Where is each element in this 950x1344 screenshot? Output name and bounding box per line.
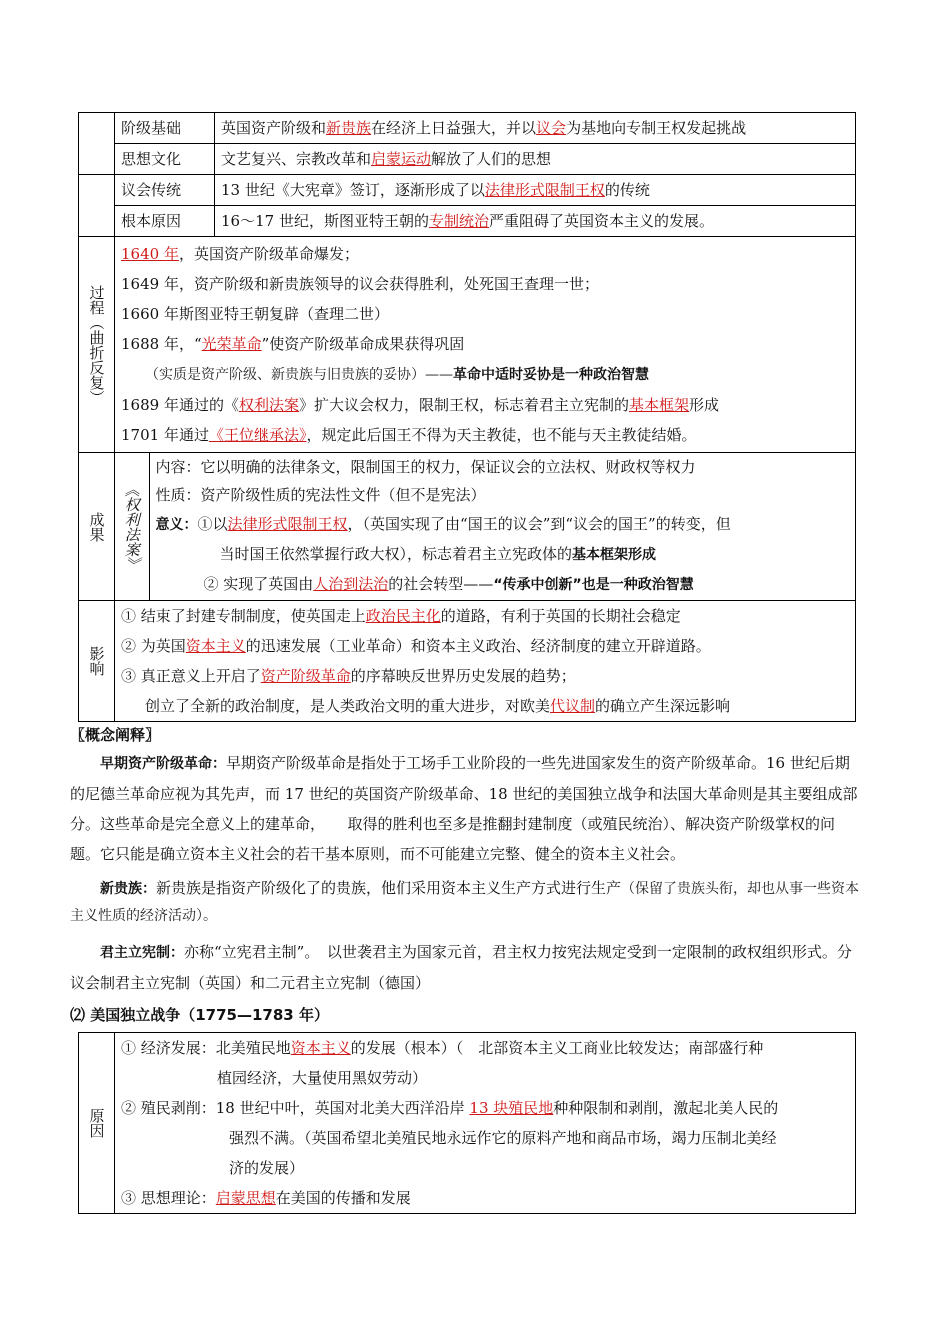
empty-cell (79, 113, 115, 175)
result-side-label: 成果 (79, 453, 115, 601)
usa-cause-content: ① 经济发展：北美殖民地资本主义的发展（根本）（ 北部资本主义工商业比较发达；南部盛行种 植园经济，大量使用黑奴劳动） ② 殖民剥削：18 世纪中叶，英国对北美大西洋沿岸 13 块殖民地种种限制和剥削，激起北美人民的 强烈不满。（英国希望北美殖民地永远作它的原料产地和商品市场，竭力压制北美经 济的发展） ③ 思想理论：启蒙思想在美国的传播和发展 (115, 1033, 856, 1214)
process-side-label: 过程（曲折反复） (79, 237, 115, 453)
influence-side-label: 影响 (79, 601, 115, 722)
influence-content: ① 结束了封建专制制度，使英国走上政治民主化的道路，有利于英国的长期社会稳定 ② 为英国资本主义的迅速发展（工业革命）和资本主义政治、经济制度的建立开辟道路。 ③ 真正意义上开启了资产阶级革命的序幕映反世界历史发展的趋势； 创立了全新的政治制度，是人类政治文明的重大进步，对欧美代议制的确立产生深远影响 (115, 601, 856, 722)
row-label: 议会传统 (115, 175, 215, 206)
empty-cell (79, 175, 115, 237)
table-row (79, 113, 856, 144)
process-row (79, 237, 856, 453)
concept-new-nobility: 新贵族：新贵族是指资产阶级化了的贵族，他们采用资本主义生产方式进行生产（保留了贵族头衔，却也从事一些资本主义性质的经济活动）。 (70, 879, 860, 924)
result-content: 《权利法案》 内容：它以明确的法律条文，限制国王的权力，保证议会的立法权、财政权等权力 性质：资产阶级性质的宪法性文件（但不是宪法） 意义：①以法律形式限制王权，（英国实现了由“国王的议会”到“议会的国王”的转变，但 当时国王依然掌握行政大权），标志着君主立宪政体的基本框架形成 ② 实现了英国由人治到法治的社会转型——“传承中创新”也是一种政治智慧 (115, 453, 856, 601)
concept-constitutional-monarchy: 君主立宪制：亦称“立宪君主制”。 以世袭君主为国家元首，君主权力按宪法规定受到一定限制的政权组织形式。分议会制君主立宪制（英国）和二元君主立宪制（德国） (70, 943, 852, 992)
usa-section-title: ⑵ 美国独立战争（1775—1783 年） (70, 1006, 329, 1024)
concept-early-revolution: 早期资产阶级革命：早期资产阶级革命是指处于工场手工业阶段的一些先进国家发生的资产阶级革命。16 世纪后期的尼德兰革命应视为其先声，而 17 世纪的英国资产阶级革命、18 世纪的美国独立战争和法国大革命则是其主要组成部分。这些革命是完全意义上的建革命， 取得的胜利也至多是推翻封建制度（或殖民统治）、解决资产阶级掌权的问题。它只能是确立资本主义社会的若干基本原则，而不可能建立完整、健全的资本主义社会。 (70, 754, 858, 863)
row-content: 文艺复兴、宗教改革和启蒙运动解放了人们的思想 (215, 144, 856, 175)
process-content: 1640 年，英国资产阶级革命爆发； 1649 年，资产阶级和新贵族领导的议会获得胜利，处死国王查理一世； 1660 年斯图亚特王朝复辟（查理二世） 1688 年，“光荣革命”使资产阶级革命成果获得巩固 （实质是资产阶级、新贵族与旧贵族的妥协）——革命中适时妥协是一种政治智慧 1689 年通过的《权利法案》扩大议会权力，限制王权，标志着君主立宪制的基本框架形成 1701 年通过《王位继承法》，规定此后国王不得为天主教徒，也不能与天主教徒结婚。 (115, 237, 856, 453)
row-content: 16～17 世纪，斯图亚特王朝的专制统治严重阻碍了英国资本主义的发展。 (215, 206, 856, 237)
usa-cause-side-label: 原因 (79, 1033, 115, 1214)
document-page (70, 112, 860, 1214)
influence-row (79, 601, 856, 722)
concept-title: 〖概念阐释〗 (70, 726, 161, 744)
concept-section (70, 722, 864, 1028)
row-content: 英国资产阶级和新贵族在经济上日益强大，并以议会为基地向专制王权发起挑战 (215, 113, 856, 144)
row-content: 13 世纪《大宪章》签订，逐渐形成了以法律形式限制王权的传统 (215, 175, 856, 206)
table-row (79, 206, 856, 237)
row-label: 根本原因 (115, 206, 215, 237)
english-revolution-table (78, 112, 856, 722)
table-row (79, 1033, 856, 1214)
result-row (79, 453, 856, 601)
table-row (79, 175, 856, 206)
bill-of-rights-label: 《权利法案》 (115, 453, 149, 600)
row-label: 阶级基础 (115, 113, 215, 144)
row-label: 思想文化 (115, 144, 215, 175)
usa-war-table (78, 1032, 856, 1214)
table-row (79, 144, 856, 175)
